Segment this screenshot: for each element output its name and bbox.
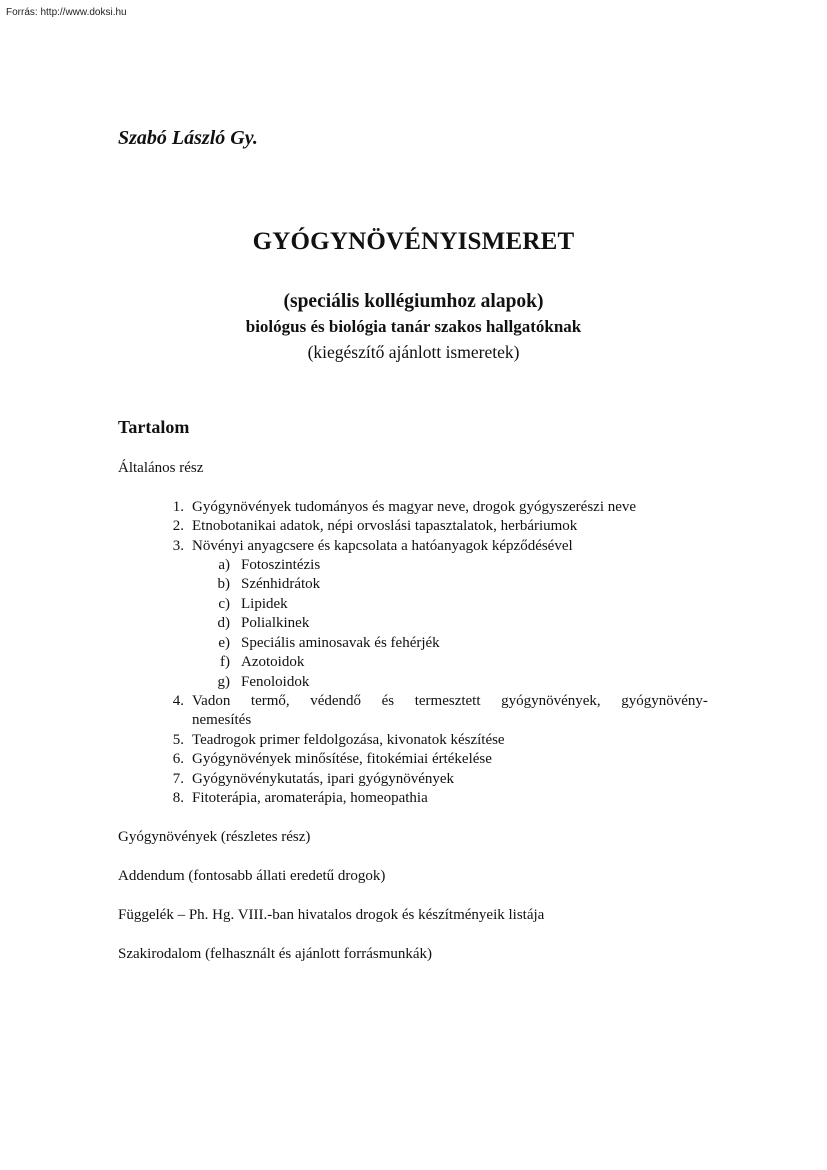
toc-subitem-letter: a): [218, 557, 230, 573]
toc-section: Gyógynövények (részletes rész): [118, 829, 311, 845]
toc-item: Fitoterápia, aromaterápia, homeopathia: [192, 790, 428, 806]
subtitle-course: (speciális kollégiumhoz alapok): [283, 291, 544, 312]
toc-item-number: 1.: [172, 499, 184, 515]
toc-subitem: Fenoloidok: [241, 674, 310, 690]
toc-item-word: termesztett: [414, 693, 481, 709]
toc-section: Szakirodalom (felhasznált és ajánlott forrásmunkák): [118, 946, 433, 962]
toc-subitem: Lipidek: [241, 596, 288, 612]
toc-subitem: Fotoszintézis: [241, 557, 321, 573]
toc-subitem-letter: b): [217, 576, 230, 592]
toc-item-word: Vadon: [192, 693, 231, 709]
toc-item-justified: [192, 692, 708, 711]
toc-item-word: gyógynövény-: [621, 693, 708, 709]
toc-item: Gyógynövénykutatás, ipari gyógynövények: [192, 771, 455, 787]
toc-item: Etnobotanikai adatok, népi orvoslási tapasztalatok, herbáriumok: [192, 518, 578, 534]
toc-item-number: 6.: [172, 751, 184, 767]
toc-item-number: 3.: [172, 538, 184, 554]
toc-item-word: termő,: [250, 693, 290, 709]
source-url: Forrás: http://www.doksi.hu: [6, 7, 127, 18]
toc-subitem-letter: f): [220, 654, 230, 670]
subtitle-audience: biológus és biológia tanár szakos hallgatóknak: [245, 317, 582, 336]
document-title: GYÓGYNÖVÉNYISMERET: [252, 228, 575, 255]
toc-general-part: Általános rész: [118, 460, 204, 476]
toc-item-number: 2.: [172, 518, 184, 534]
toc-item-number: 4.: [172, 693, 184, 709]
toc-item-number: 7.: [172, 771, 184, 787]
toc-heading: Tartalom: [118, 417, 190, 437]
toc-subitem-letter: g): [217, 674, 230, 690]
author: Szabó László Gy.: [118, 127, 258, 149]
toc-subitem: Szénhidrátok: [241, 576, 321, 592]
toc-item-word: gyógynövények,: [501, 693, 601, 709]
toc-item-word: és: [381, 693, 395, 709]
toc-item: Gyógynövények tudományos és magyar neve, drogok gyógyszerészi neve: [192, 499, 637, 515]
subtitle-note: (kiegészítő ajánlott ismeretek): [307, 342, 520, 362]
toc-subitem-letter: d): [217, 615, 230, 631]
toc-item: Gyógynövények minősítése, fitokémiai értékelése: [192, 751, 492, 767]
toc-item-number: 5.: [172, 732, 184, 748]
toc-subitem: Polialkinek: [241, 615, 310, 631]
toc-item-word: védendő: [310, 693, 362, 709]
toc-item: Teadrogok primer feldolgozása, kivonatok készítése: [192, 732, 505, 748]
toc-item: Növényi anyagcsere és kapcsolata a hatóanyagok képződésével: [192, 538, 573, 554]
toc-subitem: Speciális aminosavak és fehérjék: [241, 635, 440, 651]
toc-subitem-letter: c): [218, 596, 230, 612]
toc-item-number: 8.: [172, 790, 184, 806]
toc-section: Függelék – Ph. Hg. VIII.-ban hivatalos drogok és készítményeik listája: [118, 907, 545, 923]
toc-subitem: Azotoidok: [241, 654, 305, 670]
toc-item-continuation: nemesítés: [192, 712, 252, 728]
toc-section: Addendum (fontosabb állati eredetű drogok): [118, 868, 386, 884]
toc-subitem-letter: e): [218, 635, 230, 651]
